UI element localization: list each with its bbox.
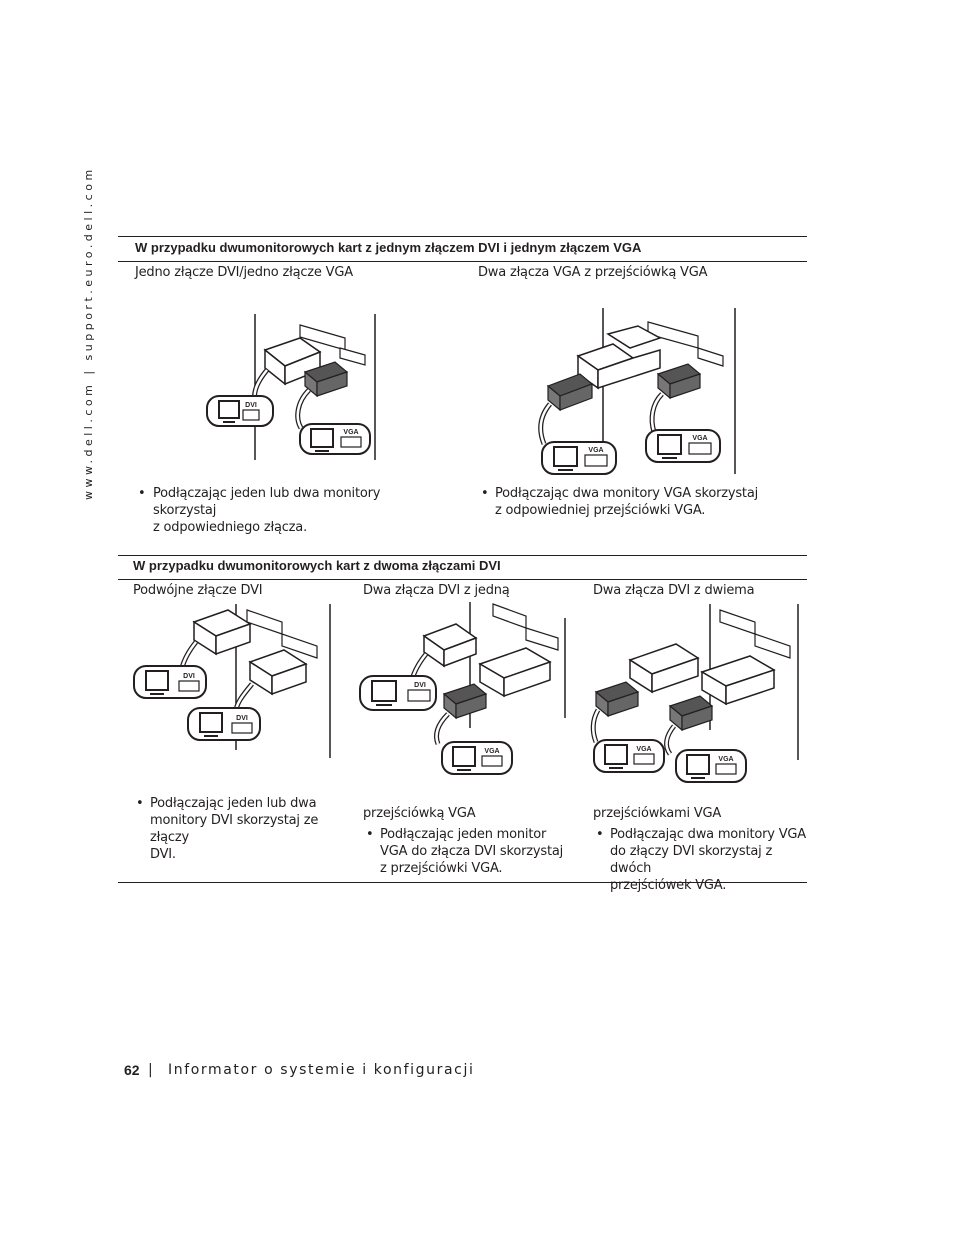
- bullet-line: Podłączając dwa monitory VGA skorzystaj: [495, 486, 759, 501]
- section2-col2-caption: Dwa złącza DVI z jedną: [363, 583, 510, 598]
- bullet-line: Podłączając dwa monitory VGA: [610, 827, 806, 842]
- bullet-line: monitory DVI skorzystaj ze złączy: [150, 813, 319, 845]
- illus4-label-dvi: DVI: [414, 682, 426, 689]
- section2-bottom-rule: [118, 882, 807, 883]
- section2-col1-caption: Podwójne złącze DVI: [133, 583, 263, 598]
- section1-heading-rule: [118, 261, 807, 262]
- illus5-label-vga-left: VGA: [636, 746, 652, 753]
- footer-title: Informator o systemie i konfiguracji: [168, 1062, 475, 1078]
- bullet-line: VGA do złącza DVI skorzystaj: [380, 844, 564, 859]
- bullet-dot: •: [366, 827, 374, 842]
- illustration-vga-adapter-connectors: [538, 304, 743, 479]
- bullet-line: do złączy DVI skorzystaj z dwóch: [610, 844, 773, 876]
- bullet-line: Podłączając jeden lub dwa monitory skorzystaj: [153, 486, 381, 518]
- section2-col3-caption: Dwa złącza DVI z dwiema: [593, 583, 755, 598]
- bullet-line: Podłączając jeden lub dwa: [150, 796, 317, 811]
- footer-separator: |: [148, 1062, 153, 1078]
- bullet-dot: •: [481, 486, 489, 501]
- section2-col3-caption-cont: przejściówkami VGA: [593, 806, 722, 821]
- section2-top-rule: [118, 555, 807, 556]
- illustration-dvi-two-vga-adapters: [590, 600, 802, 785]
- illus1-label-dvi: DVI: [245, 402, 257, 409]
- bullet-line: z odpowiedniego złącza.: [153, 520, 308, 535]
- section1-col1-caption: Jedno złącze DVI/jedno złącze VGA: [135, 265, 353, 280]
- section2-heading: W przypadku dwumonitorowych kart z dwoma złączami DVI: [133, 558, 501, 573]
- illus2-label-vga-left: VGA: [588, 447, 604, 454]
- illus5-label-vga-right: VGA: [718, 756, 734, 763]
- illus1-label-vga: VGA: [343, 429, 359, 436]
- illus4-label-vga: VGA: [484, 748, 500, 755]
- bullet-line: z przejściówki VGA.: [380, 861, 503, 876]
- bullet-line: Podłączając jeden monitor: [380, 827, 547, 842]
- bullet-dot: •: [596, 827, 604, 842]
- illustration-dvi-vga-connectors: [205, 310, 380, 470]
- illus3-label-dvi-2: DVI: [236, 715, 248, 722]
- section1-heading: W przypadku dwumonitorowych kart z jednym złączem DVI i jednym złączem VGA: [135, 240, 642, 255]
- bullet-dot: •: [136, 796, 144, 811]
- section2-heading-rule: [118, 579, 807, 580]
- section1-col2-bullet: [481, 485, 781, 519]
- section1-col1-bullet: [138, 485, 438, 536]
- illus3-label-dvi-1: DVI: [183, 673, 195, 680]
- section2-col2-bullet: [366, 826, 581, 877]
- bullet-line: DVI.: [150, 847, 176, 862]
- section2-col3-bullet: [596, 826, 811, 894]
- bullet-line: z odpowiedniej przejściówki VGA.: [495, 503, 706, 518]
- section2-col2-caption-cont: przejściówką VGA: [363, 806, 476, 821]
- page-number: 62: [124, 1062, 140, 1078]
- illustration-dual-dvi-connectors: [132, 600, 337, 760]
- bullet-dot: •: [138, 486, 146, 501]
- section1-top-rule: [118, 236, 807, 237]
- bullet-line: przejściówek VGA.: [610, 878, 727, 893]
- sidebar-url: www.dell.com | support.euro.dell.com: [82, 166, 95, 500]
- illus2-label-vga-right: VGA: [692, 435, 708, 442]
- section2-col1-bullet: [136, 795, 351, 863]
- illustration-dvi-one-vga-adapter: [358, 598, 570, 778]
- section1-col2-caption: Dwa złącza VGA z przejściówką VGA: [478, 265, 708, 280]
